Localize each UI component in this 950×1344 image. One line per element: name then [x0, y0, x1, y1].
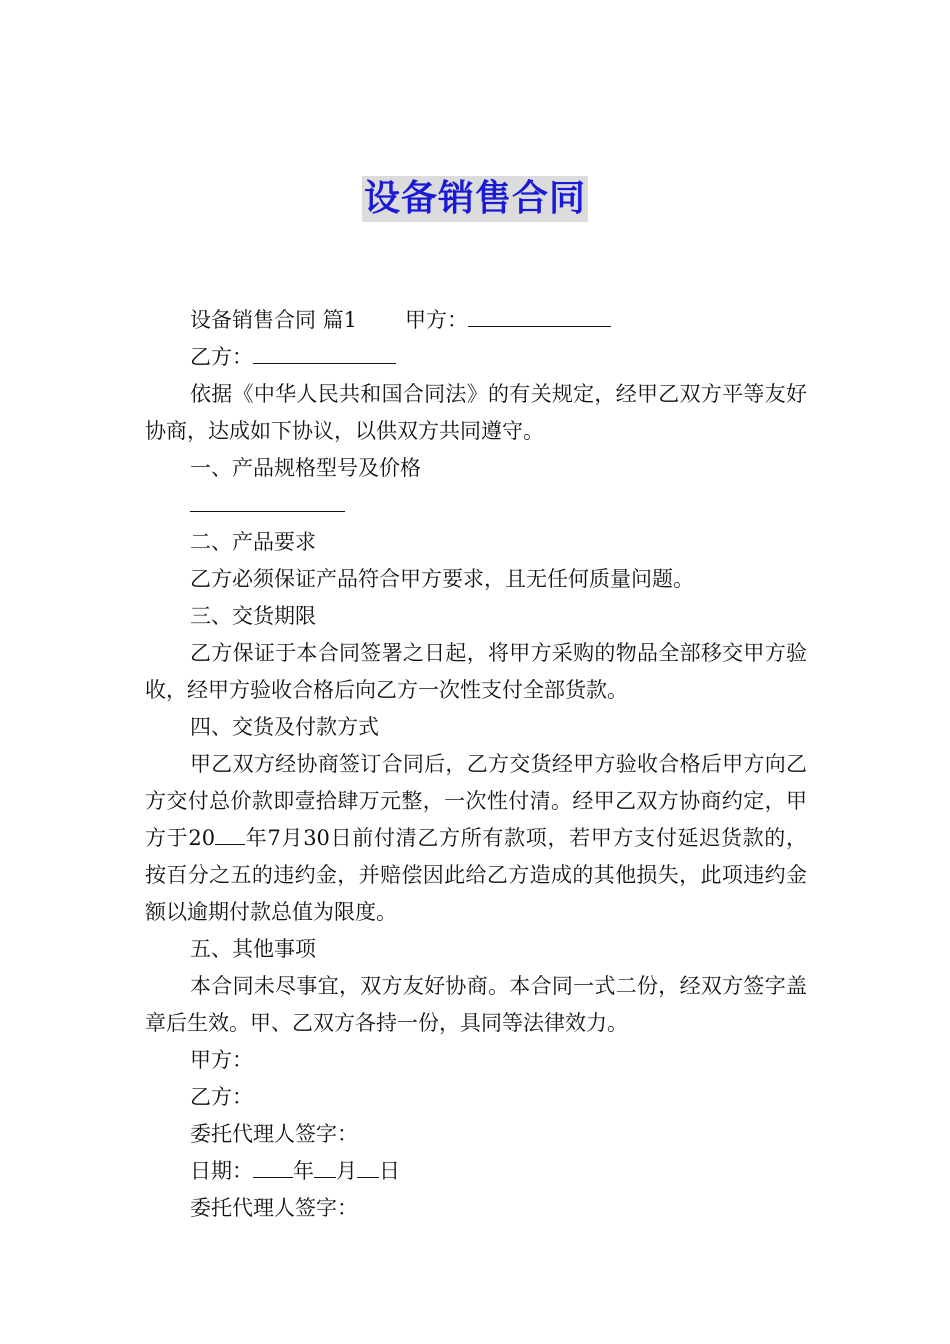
- signature-party-a: 甲方：: [190, 1048, 253, 1072]
- signature-agent-2: 委托代理人签字：: [190, 1196, 358, 1220]
- date-month-blank: [314, 1157, 336, 1178]
- section3-text: 乙方保证于本合同签署之日起，将甲方采购的物品全部移交甲方验收，经甲方验收合格后向乙方一次性支付全部货款。: [145, 641, 807, 702]
- title-wrap: [0, 176, 950, 222]
- section2-text: 乙方必须保证产品符合甲方要求，且无任何质量问题。: [190, 567, 694, 591]
- section1-blank-line: [145, 487, 807, 524]
- section2-heading: 二、产品要求: [190, 530, 316, 554]
- party-b-blank: [253, 339, 396, 364]
- party-a-label: 甲方：: [405, 308, 469, 332]
- section4-text-after: 年7月30日前付清乙方所有款项，若甲方支付延迟货款的，按百分之五的违约金，并赔偿因此给乙方造成的其他损失，此项违约金额以逾期付款总值为限度。: [145, 826, 807, 924]
- party-b-line: [145, 339, 807, 376]
- signature-date: [145, 1153, 807, 1190]
- date-label: 日期：: [190, 1159, 253, 1183]
- section1-heading: 一、产品规格型号及价格: [190, 456, 421, 480]
- signature-party-b: 乙方：: [190, 1085, 253, 1109]
- date-day-blank: [357, 1157, 379, 1178]
- section4-text: [145, 746, 807, 931]
- signature-agent-1: 委托代理人签字：: [190, 1122, 358, 1146]
- intro-line: [145, 302, 807, 339]
- preamble: 依据《中华人民共和国合同法》的有关规定，经甲乙双方平等友好协商，达成如下协议，以供双方共同遵守。: [145, 382, 807, 443]
- party-b-label: 乙方：: [190, 345, 253, 369]
- section3-heading: 三、交货期限: [190, 604, 316, 628]
- date-day: 日: [379, 1159, 400, 1183]
- document-title: 设备销售合同: [362, 176, 588, 222]
- date-month: 月: [336, 1159, 357, 1183]
- section4-heading: 四、交货及付款方式: [190, 715, 379, 739]
- document-body: [145, 302, 807, 1227]
- party-a-blank: [468, 302, 611, 327]
- date-year-blank: [253, 1157, 293, 1178]
- section1-blank: [190, 489, 345, 512]
- date-year: 年: [293, 1159, 314, 1183]
- section5-text: 本合同未尽事宜，双方友好协商。本合同一式二份，经双方签字盖章后生效。甲、乙双方各持一份，具同等法律效力。: [145, 974, 807, 1035]
- section5-heading: 五、其他事项: [190, 937, 316, 961]
- section4-text-before: 甲乙双方经协商签订合同后，乙方交货经甲方验收合格后甲方向乙方交付总价款即壹拾肆万元整，一次性付清。经甲乙双方协商约定，甲方于20: [145, 752, 807, 850]
- intro-heading: 设备销售合同 篇1: [190, 308, 358, 332]
- year-blank: [215, 824, 245, 845]
